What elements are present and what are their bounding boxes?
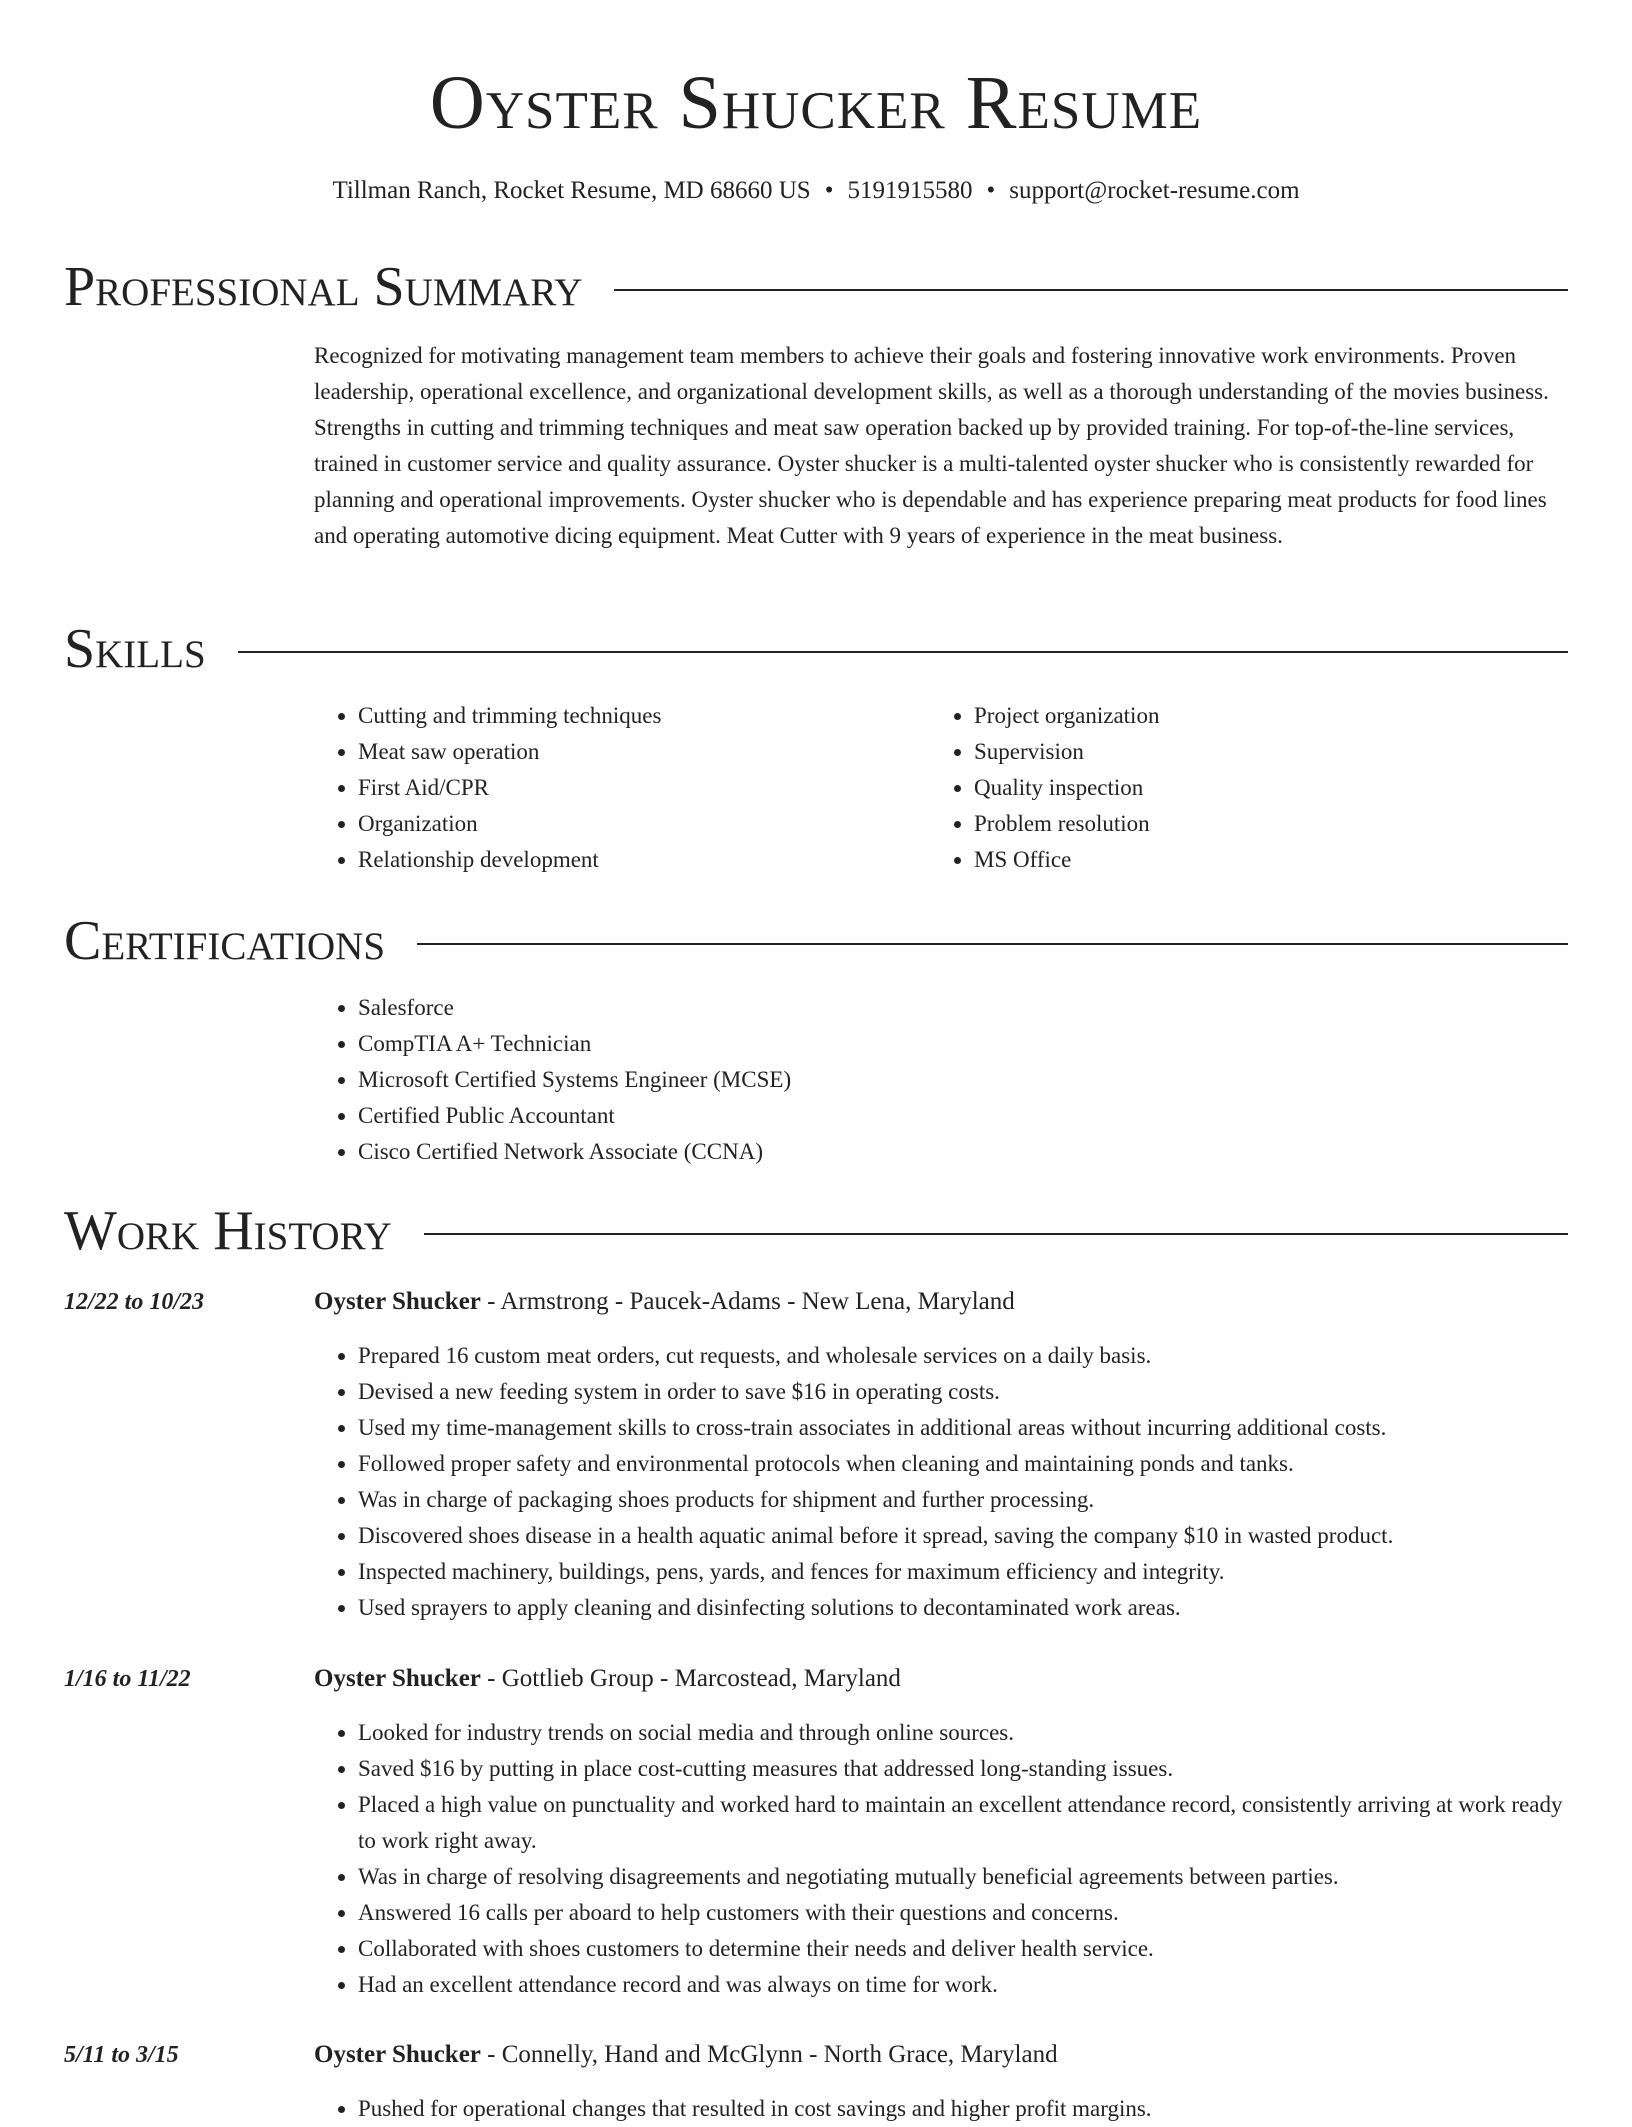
- contact-line: [0, 174, 1632, 208]
- job-bullet: • Looked for industry trends on social media and through online sources.: [358, 1715, 1568, 1751]
- skill-item: • Organization: [358, 806, 661, 842]
- skill-item: • Cutting and trimming techniques: [358, 698, 661, 734]
- contact-separator: •: [824, 177, 834, 204]
- skills-column-right: [930, 698, 1159, 878]
- job-bullet: • Prepared 16 custom meat orders, cut requests, and wholesale services on a daily basis.: [358, 1338, 1568, 1374]
- job-bullet: • Had an excellent attendance record and was always on time for work.: [358, 1967, 1568, 2003]
- section-title-certifications: Certifications: [64, 910, 386, 972]
- skill-item: • Problem resolution: [974, 806, 1159, 842]
- job-heading: [314, 1661, 1568, 1697]
- job-employer: - Armstrong - Paucek-Adams - New Lena, Maryland: [480, 1288, 1015, 1315]
- summary-paragraph: Recognized for motivating management team members to achieve their goals and fostering innovative work environments. Proven leadership, operational excellence, and organizational development skills, as well as a thorough understanding of the movies business. Strengths in cutting and trimming techniques and meat saw operation backed up by provided training. For top-of-the-line services, trained in customer service and quality assurance. Oyster shucker is a multi-talented oyster shucker who is consistently rewarded for planning and operational improvements. Oyster shucker who is dependable and has experience preparing meat products for food lines and operating automotive dicing equipment. Meat Cutter with 9 years of experience in the meat business.: [314, 343, 1549, 548]
- job-bullet: • Devised a new feeding system in order to save $16 in operating costs.: [358, 1374, 1568, 1410]
- job-bullet: • Inspected machinery, buildings, pens, yards, and fences for maximum efficiency and integrity.: [358, 1554, 1568, 1590]
- job-dates: 12/22 to 10/23: [64, 1289, 205, 1315]
- job-bullet: • Saved $16 by putting in place cost-cutting measures that addressed long-standing issues.: [358, 1751, 1568, 1787]
- job-heading: [314, 2037, 1568, 2073]
- job-bullet: • Pushed for operational changes that resulted in cost savings and higher profit margins.: [358, 2091, 1568, 2127]
- job-bullet: • Used my time-management skills to cross-train associates in additional areas without incurring additional costs.: [358, 1410, 1568, 1446]
- job-employer: - Gottlieb Group - Marcostead, Maryland: [480, 1665, 901, 1692]
- contact-phone: 5191915580: [847, 177, 973, 204]
- contact-separator: •: [986, 177, 996, 204]
- section-title-work-history: Work History: [64, 1200, 392, 1262]
- job-bullet: • Placed a high value on punctuality and worked hard to maintain an excellent attendance record, consistently arriving at work ready to work right away.: [358, 1787, 1568, 1859]
- job-title: Oyster Shucker: [314, 1665, 481, 1692]
- section-divider: [238, 651, 1568, 653]
- job-bullets: [314, 1338, 1568, 1626]
- skill-item: • MS Office: [974, 842, 1159, 878]
- section-title-skills: Skills: [64, 618, 206, 680]
- skill-item: • Relationship development: [358, 842, 661, 878]
- job-employer: - Connelly, Hand and McGlynn - North Grace, Maryland: [480, 2041, 1058, 2068]
- job-bullet: • Answered 16 calls per aboard to help customers with their questions and concerns.: [358, 1895, 1568, 1931]
- job-bullets: [314, 1715, 1568, 2003]
- skill-item: • Project organization: [974, 698, 1159, 734]
- resume-title: Oyster Shucker Resume: [429, 61, 1203, 145]
- job-bullet: • Was in charge of packaging shoes products for shipment and further processing.: [358, 1482, 1568, 1518]
- job-bullets: [314, 2091, 1568, 2127]
- skill-item: • Quality inspection: [974, 770, 1159, 806]
- certification-item: • CompTIA A+ Technician: [358, 1026, 791, 1062]
- certification-item: • Certified Public Accountant: [358, 1098, 791, 1134]
- skill-item: • Meat saw operation: [358, 734, 661, 770]
- job-bullet: • Was in charge of resolving disagreements and negotiating mutually beneficial agreements between parties.: [358, 1859, 1568, 1895]
- section-divider: [424, 1233, 1568, 1235]
- job-dates: 5/11 to 3/15: [64, 2042, 179, 2068]
- section-header-certifications: [64, 908, 1568, 974]
- section-divider: [614, 289, 1568, 291]
- job-bullet: • Discovered shoes disease in a health aquatic animal before it spread, saving the company $10 in wasted product.: [358, 1518, 1568, 1554]
- skill-item: • Supervision: [974, 734, 1159, 770]
- certification-item: • Microsoft Certified Systems Engineer (MCSE): [358, 1062, 791, 1098]
- job-title: Oyster Shucker: [314, 2041, 481, 2068]
- job-bullet: • Followed proper safety and environmental protocols when cleaning and maintaining ponds and tanks.: [358, 1446, 1568, 1482]
- certifications-list: [314, 990, 791, 1170]
- section-title-summary: Professional Summary: [64, 256, 583, 318]
- contact-address: Tillman Ranch, Rocket Resume, MD 68660 US: [332, 177, 811, 204]
- job-dates: 1/16 to 11/22: [64, 1666, 191, 1692]
- skill-item: • First Aid/CPR: [358, 770, 661, 806]
- section-header-summary: [64, 254, 1568, 320]
- job-bullet: • Collaborated with shoes customers to determine their needs and deliver health service.: [358, 1931, 1568, 1967]
- job-bullet: • Used sprayers to apply cleaning and disinfecting solutions to decontaminated work areas.: [358, 1590, 1568, 1626]
- certification-item: • Cisco Certified Network Associate (CCNA): [358, 1134, 791, 1170]
- certification-item: • Salesforce: [358, 990, 791, 1026]
- section-header-skills: [64, 616, 1568, 682]
- contact-email: support@rocket-resume.com: [1009, 177, 1300, 204]
- job-title: Oyster Shucker: [314, 1288, 481, 1315]
- skills-column-left: [314, 698, 661, 878]
- section-header-work-history: [64, 1198, 1568, 1264]
- section-divider: [417, 943, 1568, 945]
- job-heading: [314, 1284, 1568, 1320]
